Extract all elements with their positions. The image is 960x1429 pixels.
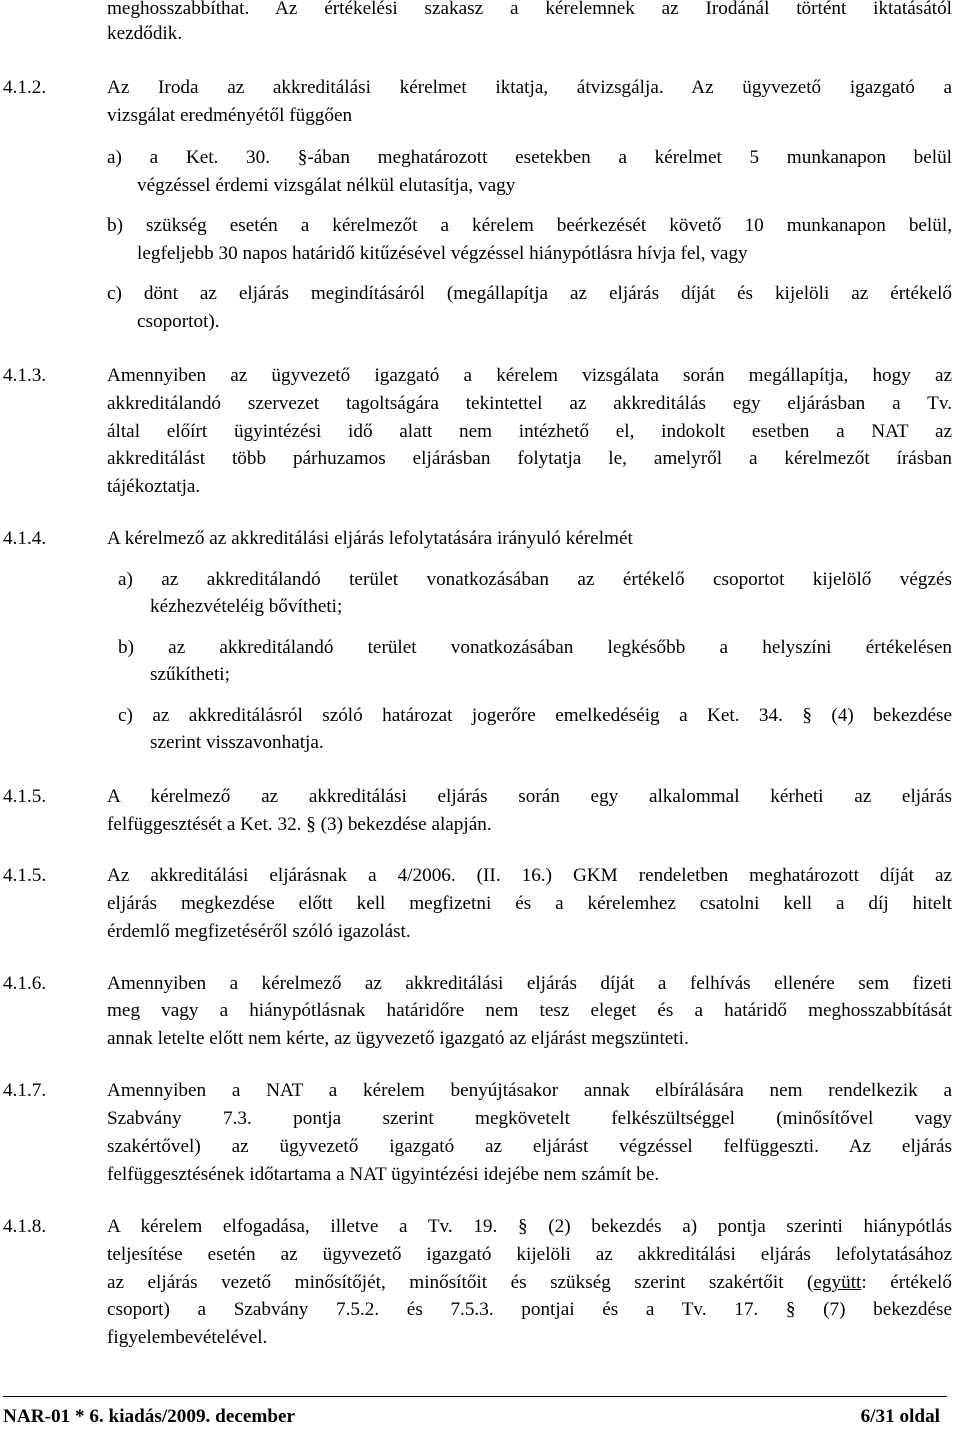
paragraph-line: Amennyiben a NAT a kérelem benyújtásakor annak elbírálására nem rendelkezik a xyxy=(107,1080,952,1101)
paragraph-line: A kérelmező az akkreditálási eljárás lefolytatására irányuló kérelmét xyxy=(107,528,633,549)
paragraph-line: akkreditálást több párhuzamos eljárásban folytatja le, amelyről a kérelmezőt írásban xyxy=(107,448,952,469)
section-number: 4.1.6. xyxy=(3,973,47,994)
section-number: 4.1.2. xyxy=(3,77,47,98)
paragraph-line: eljárás megkezdése előtt kell megfizetni és a kérelemhez csatolni kell a díj hitelt xyxy=(107,893,952,914)
paragraph-line: csoport) a Szabvány 7.5.2. és 7.5.3. pontjai és a Tv. 17. § (7) bekezdése xyxy=(107,1299,952,1320)
paragraph-line: meg vagy a hiánypótlásnak határidőre nem tesz eleget és a határidő meghosszabbítását xyxy=(107,1000,952,1021)
paragraph-line: Amennyiben az ügyvezető igazgató a kérelem vizsgálata során megállapítja, hogy az xyxy=(107,365,952,386)
paragraph-line: szakértővel) az ügyvezető igazgató az eljárást végzéssel felfüggeszti. Az eljárás xyxy=(107,1136,952,1157)
section-number: 4.1.7. xyxy=(3,1080,47,1101)
section-number: 4.1.8. xyxy=(3,1216,47,1237)
paragraph-line: Szabvány 7.3. pontja szerint megkövetelt felkészültséggel (minősítővel vagy xyxy=(107,1108,952,1129)
list-item-line: b) szükség esetén a kérelmezőt a kérelem beérkezését követő 10 munkanapon belül, xyxy=(107,215,952,236)
paragraph-line: által előírt ügyintézési idő alatt nem intézhető el, indokolt esetben a NAT az xyxy=(107,421,952,442)
paragraph-line xyxy=(107,1271,952,1295)
paragraph-line: A kérelem elfogadása, illetve a Tv. 19. § (2) bekezdés a) pontja szerinti hiánypótlás xyxy=(107,1216,952,1237)
list-item-line: végzéssel érdemi vizsgálat nélkül elutasítja, vagy xyxy=(137,175,516,196)
list-item-line: legfeljebb 30 napos határidő kitűzésével végzéssel hiánypótlásra hívja fel, vagy xyxy=(137,243,748,264)
paragraph-line: Az Iroda az akkreditálási kérelmet iktatja, átvizsgálja. Az ügyvezető igazgató a xyxy=(107,77,952,98)
section-number: 4.1.4. xyxy=(3,528,47,549)
paragraph-line: kezdődik. xyxy=(107,23,183,44)
list-item-line: szerint visszavonhatja. xyxy=(150,732,324,753)
footer-document-id: NAR-01 * 6. kiadás/2009. december xyxy=(3,1406,296,1427)
paragraph-line: felfüggesztését a Ket. 32. § (3) bekezdése alapján. xyxy=(107,814,492,835)
paragraph-line: Amennyiben a kérelmező az akkreditálási eljárás díját a felhívás ellenére sem fizeti xyxy=(107,973,952,994)
paragraph-line: figyelembevételével. xyxy=(107,1327,268,1348)
list-item-line: c) az akkreditálásról szóló határozat jogerőre emelkedéséig a Ket. 34. § (4) bekezdése xyxy=(118,705,952,726)
underlined-word: együtt xyxy=(813,1272,862,1293)
footer-page-number: 6/31 oldal xyxy=(860,1406,940,1427)
list-item-line: szűkítheti; xyxy=(150,664,230,685)
paragraph-line: teljesítése esetén az ügyvezető igazgató kijelöli az akkreditálási eljárás lefolytatásához xyxy=(107,1244,952,1265)
paragraph-line: érdemlő megfizetéséről szóló igazolást. xyxy=(107,921,411,942)
list-item-line: b) az akkreditálandó terület vonatkozásában legkésőbb a helyszíni értékelésen xyxy=(118,637,952,658)
paragraph-line: tájékoztatja. xyxy=(107,476,201,497)
list-item-line: a) az akkreditálandó terület vonatkozásában az értékelő csoportot kijelölő végzés xyxy=(118,569,952,590)
list-item-line: a) a Ket. 30. §-ában meghatározott esetekben a kérelmet 5 munkanapon belül xyxy=(107,147,952,168)
paragraph-line: meghosszabbíthat. Az értékelési szakasz a kérelemnek az Irodánál történt iktatásától xyxy=(107,0,952,19)
footer-divider xyxy=(3,1396,947,1397)
paragraph-line: felfüggesztésének időtartama a NAT ügyintézési idejébe nem számít be. xyxy=(107,1164,660,1185)
section-number: 4.1.5. xyxy=(3,786,47,807)
paragraph-line: annak letelte előtt nem kérte, az ügyvezető igazgató az eljárást megszünteti. xyxy=(107,1028,689,1049)
paragraph-line: A kérelmező az akkreditálási eljárás során egy alkalommal kérheti az eljárás xyxy=(107,786,952,807)
section-number: 4.1.3. xyxy=(3,365,47,386)
paragraph-line: vizsgálat eredményétől függően xyxy=(107,105,353,126)
list-item-line: kézhezvételéig bővítheti; xyxy=(150,596,343,617)
list-item-line: c) dönt az eljárás megindításáról (megállapítja az eljárás díját és kijelöli az értékelő xyxy=(107,283,952,304)
text-run: : értékelő xyxy=(861,1272,952,1293)
text-run: az eljárás vezető minősítőjét, minősítőit és szükség szerint szakértőit ( xyxy=(107,1272,814,1293)
section-number: 4.1.5. xyxy=(3,865,47,886)
paragraph-line: akkreditálandó szervezet tagoltságára tekintettel az akkreditálás egy eljárásban a Tv. xyxy=(107,393,952,414)
paragraph-line: Az akkreditálási eljárásnak a 4/2006. (II. 16.) GKM rendeletben meghatározott díját az xyxy=(107,865,952,886)
list-item-line: csoportot). xyxy=(137,311,220,332)
